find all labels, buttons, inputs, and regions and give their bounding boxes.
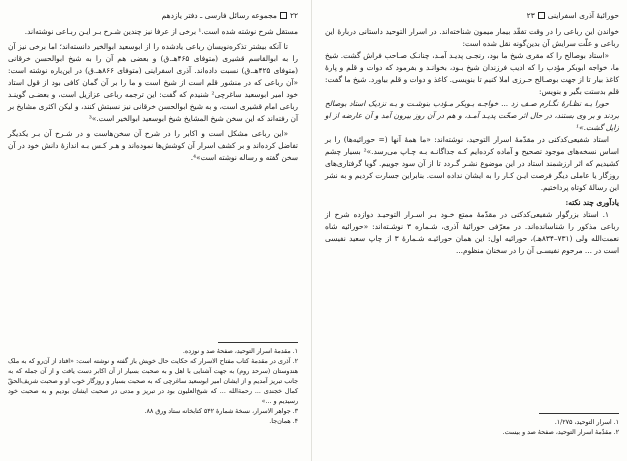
left-running-title: مجموعه رسائل فارسی ـ دفتر یازدهم <box>161 10 277 20</box>
right-page-header <box>325 8 619 22</box>
left-page-number: ۲۲ <box>289 10 298 20</box>
footnote: ۴. همان‌جا. <box>269 418 298 425</box>
footnote: ۱. مقدمهٔ اسرار التوحید، صفحهٔ صد و نوزده. <box>182 348 298 355</box>
paragraph: خواندن این رباعی را در وقت تفقّد بیمار میمون شناخته‌اند. در اسرار التوحید داستانی دربارهٔ این رباعی و علّت سرایش آن بدین‌گونه نقل شده است: <box>325 27 619 48</box>
section-heading: یادآوری چند نکته: <box>565 198 619 207</box>
paragraph: ۱. استاد بزرگوار شفیعی‌کدکنی در مقدّمهٔ ممتع خـود بـر اسـرار التوحیـد دوازده شرح از رباعی مذکور را شناسانده‌اند. در معرّفی حورائیهٔ آذری، شـماره ۳ نوشـته‌اند: «حورائیه شاه نعمت‌الله ولی (۷۳۱–۸۳۴هـ)، حورائیه اول: این همان حورائیـه شـمارهٔ ۳ از چاپ سعید نفیسی است در ... مرحوم نفیسـی آن را در سخنان منظوم... <box>325 210 619 255</box>
poem-paragraph: حورا بـه نظـارهٔ نگـارم صـف زد ... خواجـه بـوبکر مـؤدب بنوشـت و بـه نزدیک استاد بوصالح بردند و بر وی بستند، در حال اثر صحّت پدیـد آمـد، و هم در آن روز بیرون آمد و آن عارضه از او زایل گشت.»¹ <box>325 99 619 132</box>
paragraph: استاد شفیعی‌کدکنی در مقدّمهٔ اسرار التوحید، نوشته‌اند: «ما همهٔ آنها (= حورائیه‌ها) را بر اساس نسخه‌های موجود تصحیح و آماده کرده‌ایم کـه جداگانـه بـه چـاپ می‌رسد.»² بسیار چشم کشیدیم که اثر ارزشمند استاد در این موضوع نشـر گـردد تا از آن سود جوییم. گویا گرفتاری‌های روزگار یا عاملی دیگر فرصت ایـن کـار را به ایشان نداده است. بنابراین جسارت کردیم و به نشر این رسالهٔ کوتاه پرداختیم. <box>325 135 619 192</box>
book-gutter <box>311 0 312 461</box>
footnote-rule <box>218 342 298 343</box>
square-ornament-icon <box>538 12 545 19</box>
left-header-title-group <box>162 11 298 20</box>
right-running-title: حورائیهٔ آذری اسفراینی <box>547 10 619 20</box>
left-page-body <box>8 26 298 164</box>
quote-paragraph: «استاد بوصالح را که مقری شیخ ما بود، رنجـی پدیـد آمـد، چنانـک صـاحب فراش گشت. شیخ ما، خواجه ابوبکر مؤدب را که ادیب فرزندان شیخ بـود، بخوانـد و بفرمود که دوات و قلم و پارهٔ کاغذ بیار تا از جهت بوصـالح حـرزی املا کنیم تا بنویسی. کاغذ و دوات و قلم بیاورد. شیخ ما گفت: قلم بدستت بگیر و بنویس: <box>325 51 619 96</box>
left-page-header <box>8 8 298 22</box>
right-header-title-group <box>527 11 619 20</box>
footnote: ۲. آذری در مقدمهٔ کتاب مفتاح الاسرار که حکایت حال خویش باز گفته و نوشته است: «افتاد از آن‌رو که به ملک هندوستان (سرحد روم) به جهت آشنایی با اهل و به صحبت بسیار از آن اکابر دست یافت و از آن جمله که به جانب تبریز آمدیم و از ایشان امیر ابوسعید ساغرچی که به صحبت بسیار و روزگار خوب او و صحبت شریف‌الحقّ کمال خجندی ... رحمةالله ... که شیخ‌العلیون بود در تبریز و مدتی در صحبت ایشان بودیم و به صحبت خود رسیدیم و ...» <box>8 358 298 405</box>
footnote-rule <box>539 413 619 414</box>
left-page <box>8 0 298 461</box>
paragraph: تا آنکه بیشتر تذکره‌نویسان رباعی یادشده را از ابوسعید ابوالخیر دانسته‌اند؛ اما برخی نیز آن را به ابوالقاسم قشیری (متوفای ۴۶۵هـ.ق) و بعضی هم آن را به شیخ ابوالحسن خرقانی (متوفای ۴۲۵هـ.ق) نسبت داده‌اند. آذری اسفراینی (متوفای ۸۶۶هـ.ق) در این‌باره نوشته است: «آن رباعی که در منشور قلم است از شیخ است و ما را بر آن گمان کافی بود از قول استاد خود امیر ابوسعید ساغرچی² شنیدم که گفت: این ترجمه رباعی عزازیل است، و بعضـی گوینـد رباعی امام قشیری است، و به شیخ ابوالحسن خرقانی نیز نسبتش کنند، و لیکن اکثری مشایخ بر آن رفته‌اند که این سخن شیخ المشایخ شیخ ابوسعید ابوالخیر است.»³ <box>8 42 298 123</box>
left-footnotes <box>8 342 298 427</box>
right-page-body <box>325 26 619 257</box>
paragraph: مستقل شرح نوشته شده است.¹ برخی از عرفا نیز چندین شـرح بـر ایـن ربـاعی نوشته‌اند. <box>24 27 298 36</box>
footnote: ۲. مقدّمهٔ اسرار التوحید، صفحهٔ صد و بیست. <box>502 429 619 436</box>
footnote: ۳. جواهر الاسرار، نسخهٔ شمارهٔ ۵۴۲ کتابخانه ستاد ورق ۸۸. <box>144 408 298 415</box>
right-footnotes <box>325 413 619 438</box>
right-page <box>325 0 619 461</box>
footnote: ۱. اسرار التوحید، ۱/۲۷۵. <box>554 419 619 426</box>
square-ornament-icon <box>280 12 287 19</box>
right-page-number: ۲۳ <box>526 10 535 20</box>
paragraph: «این رباعی مشکل است و اکابر را در شرح آن سخن‌هاست و در شـرح آن بـر یکدیگر تفاضل کرده‌اند و بر کشف اسرار آن کوشش‌ها نموده‌اند و هـر کـس بـه اندازهٔ دانش خود در آن سخن گفته و رساله نوشته است»⁴. <box>8 129 298 162</box>
